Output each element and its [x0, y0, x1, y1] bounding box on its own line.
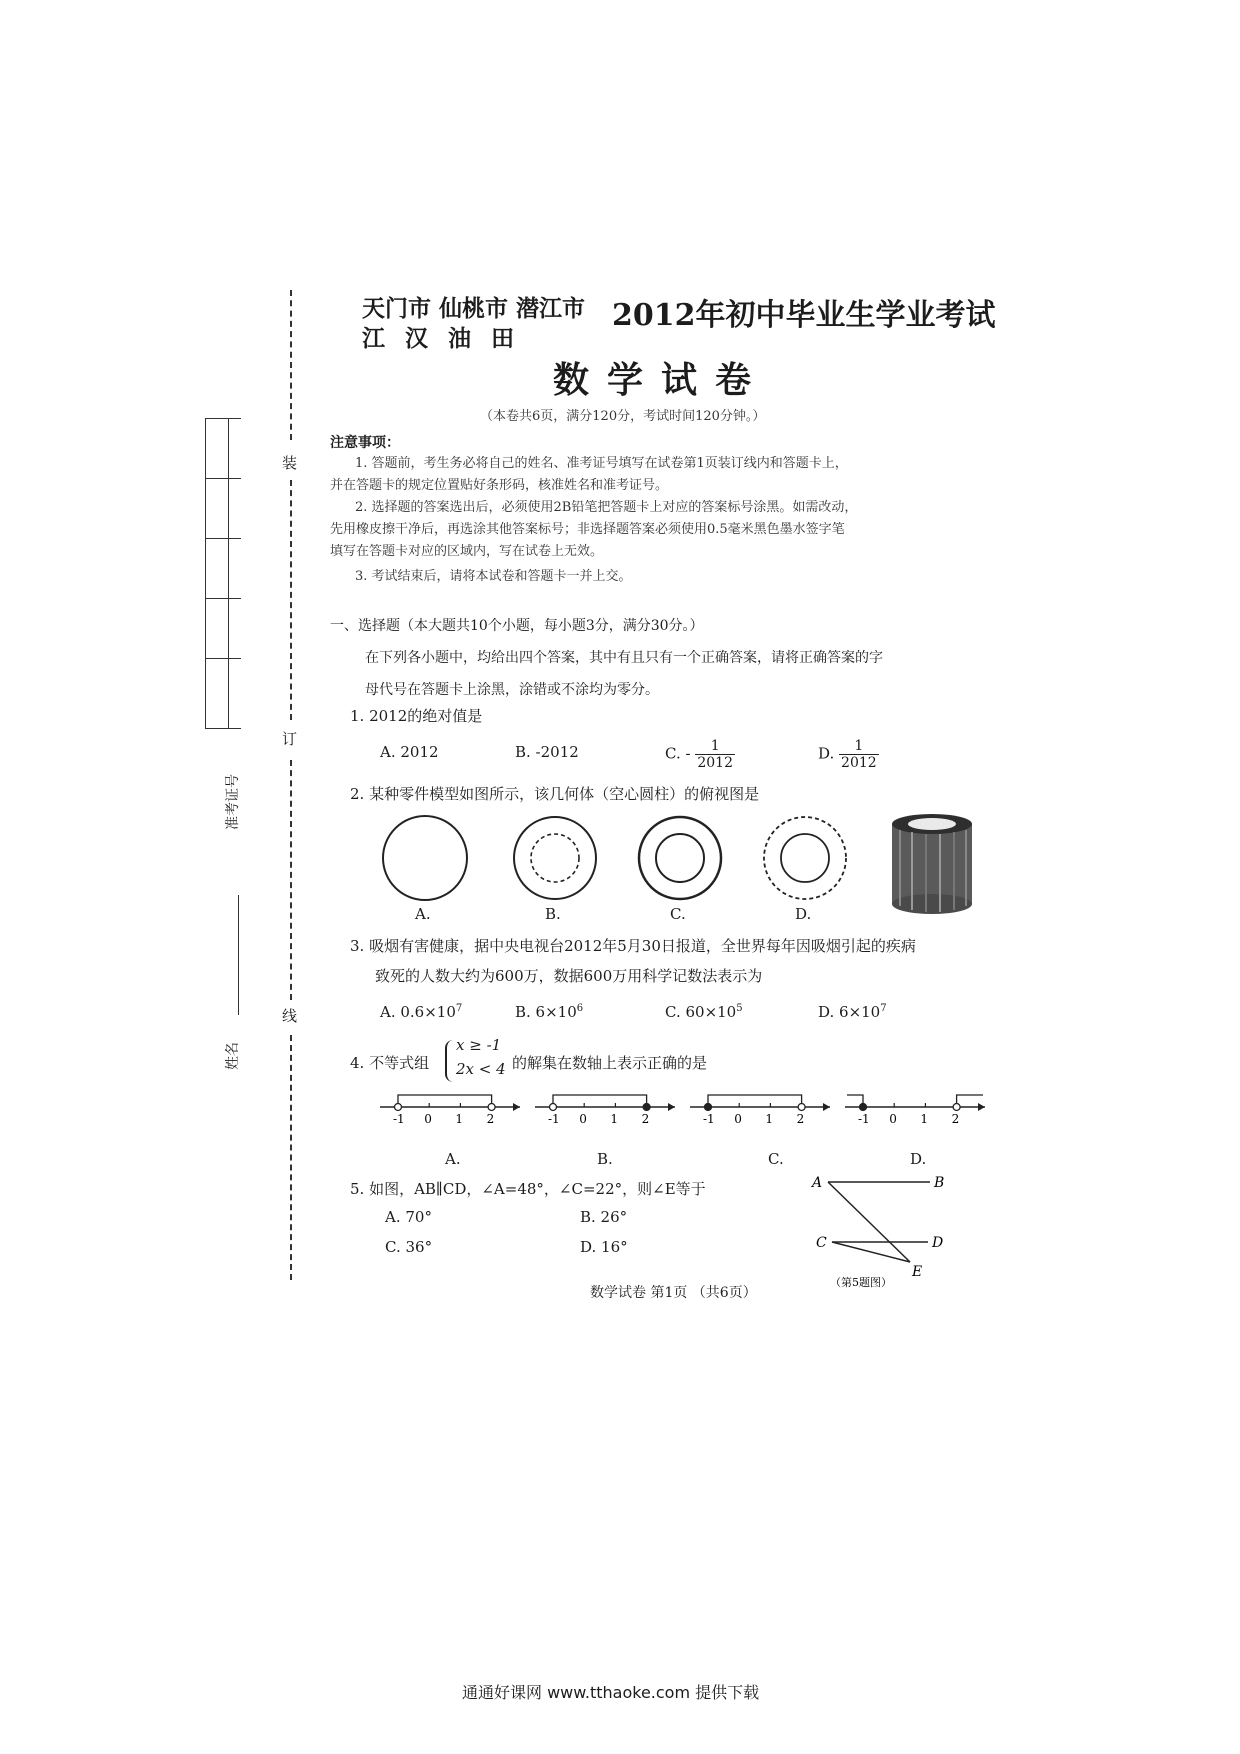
q4-axis-arrow	[668, 1103, 675, 1111]
point-label-c: C	[816, 1235, 827, 1251]
box-line	[205, 598, 241, 599]
q4-solution-range-c	[708, 1095, 802, 1107]
q4-tick-label: 0	[734, 1112, 742, 1126]
q4-stem-prefix: 4. 不等式组	[350, 1054, 430, 1072]
q2-option-a-label: A.	[415, 905, 431, 923]
note-line: 3. 考试结束后，请将本试卷和答题卡一并上交。	[355, 569, 632, 584]
q3-stem-line1: 3. 吸烟有害健康，据中央电视台2012年5月30日报道，全世界每年因吸烟引起的疾病	[350, 937, 916, 955]
box-line	[205, 658, 241, 659]
section-instruction: 在下列各小题中，均给出四个答案，其中有且只有一个正确答案，请将正确答案的字	[365, 650, 883, 666]
fraction-denominator: 2012	[841, 755, 877, 771]
q4-axis-arrow	[978, 1103, 985, 1111]
q2-stem: 2. 某种零件模型如图所示，该几何体（空心圆柱）的俯视图是	[350, 785, 760, 803]
note-line: 2. 选择题的答案选出后，必须使用2B铅笔把答题卡上对应的答案标号涂黑。如需改动，	[355, 500, 858, 515]
q4-tick-label: 1	[455, 1112, 464, 1126]
q3-option-a-text: A. 0.6×10	[380, 1003, 456, 1021]
box-line	[205, 728, 241, 729]
seal-char-xian: 线	[282, 1007, 298, 1025]
q3-option-b	[515, 1003, 583, 1021]
point-label-b: B	[934, 1175, 945, 1191]
point-label-a: A	[812, 1175, 823, 1191]
fraction-numerator: 1	[695, 738, 735, 755]
fraction-denominator: 2012	[697, 755, 733, 771]
candidate-number-box-edge	[228, 418, 229, 728]
q3-option-c-exponent: 5	[736, 1003, 743, 1014]
q1-option-c-fraction	[695, 738, 735, 771]
subject-title: 数学试卷	[553, 359, 770, 401]
q4-tick-label: 0	[889, 1112, 897, 1126]
q4-solution-range-b	[553, 1095, 647, 1107]
q4-option-b-label: B.	[597, 1150, 613, 1168]
q1-option-d	[818, 738, 879, 771]
candidate-number-label: 准考证号	[225, 774, 241, 830]
point-label-d: D	[932, 1235, 944, 1251]
q2-figure-b	[514, 817, 596, 899]
q4-number-lines	[380, 1085, 1020, 1135]
q4-option-d-label: D.	[910, 1150, 927, 1168]
download-credit: 通通好课网 www.tthaoke.com 提供下载	[462, 1683, 760, 1702]
note-line: 填写在答题卡对应的区域内，写在试卷上无效。	[330, 544, 604, 559]
q1-option-a: A. 2012	[380, 743, 439, 761]
q4-tick-label: 1	[765, 1112, 774, 1126]
q3-option-c	[665, 1003, 743, 1021]
box-line	[205, 418, 241, 419]
note-line: 1. 答题前，考生务必将自己的姓名、准考证号填写在试卷第1页装订线内和答题卡上，	[355, 456, 848, 471]
section-instruction: 母代号在答题卡上涂黑，涂错或不涂均为零分。	[365, 682, 659, 698]
cities-line-1: 天门市 仙桃市 潜江市	[362, 295, 586, 322]
cities-line-2: 江 汉 油 田	[362, 325, 521, 352]
note-line: 并在答题卡的规定位置贴好条形码，核准姓名和准考证号。	[330, 478, 669, 493]
q4-tick-label: 2	[641, 1112, 650, 1126]
section-title: 一、选择题（本大题共10个小题，每小题3分，满分30分。）	[330, 618, 704, 634]
q4-option-a-label: A.	[445, 1150, 461, 1168]
q4-axis-arrow	[823, 1103, 830, 1111]
q4-endpoint-right-a	[488, 1104, 495, 1111]
q4-brace	[445, 1040, 455, 1082]
q4-endpoint-left-d	[860, 1104, 867, 1111]
q2-figure-d	[764, 817, 846, 899]
binding-dashed-line	[290, 290, 292, 440]
paper-info: （本卷共6页，满分120分，考试时间120分钟。）	[480, 409, 766, 424]
q5-figure	[810, 1172, 970, 1292]
q4-endpoint-right-c	[798, 1104, 805, 1111]
page-footer: 数学试卷 第1页 （共6页）	[590, 1285, 757, 1301]
q1-option-c-sign: -	[685, 744, 691, 763]
q4-endpoint-left-c	[705, 1104, 712, 1111]
q4-tick-label: -1	[703, 1112, 715, 1126]
point-label-e: E	[912, 1264, 923, 1280]
q4-inequality-2: 2x < 4	[456, 1060, 506, 1078]
q3-option-d	[818, 1003, 887, 1021]
q4-endpoint-right-d	[953, 1104, 960, 1111]
q2-figures	[380, 810, 1020, 925]
q1-option-c-label: C.	[665, 744, 681, 763]
q4-inequality-1: x ≥ -1	[456, 1036, 502, 1054]
q4-endpoint-right-b	[643, 1104, 650, 1111]
q4-tick-label: -1	[548, 1112, 560, 1126]
q1-option-d-fraction	[839, 738, 879, 771]
q5-stem: 5. 如图，AB∥CD，∠A=48°，∠C=22°，则∠E等于	[350, 1180, 706, 1198]
box-line	[205, 478, 241, 479]
q2-figure-a	[383, 816, 467, 900]
line-ae	[828, 1182, 910, 1262]
q2-option-d-label: D.	[795, 905, 812, 923]
q2-option-c-label: C.	[670, 905, 686, 923]
seal-char-ding: 订	[282, 730, 298, 748]
candidate-number-box-edge	[205, 418, 206, 728]
q5-option-c: C. 36°	[385, 1238, 433, 1256]
seal-char-zhuang: 装	[282, 454, 298, 472]
q4-tick-label: -1	[393, 1112, 405, 1126]
q4-solution-range-a	[398, 1095, 492, 1107]
q3-option-c-text: C. 60×10	[665, 1003, 737, 1021]
q5-option-a: A. 70°	[385, 1208, 432, 1226]
q1-option-c	[665, 738, 735, 771]
q1-option-b: B. -2012	[515, 743, 579, 761]
q2-figure-c	[639, 817, 721, 899]
binding-dashed-line	[290, 1035, 292, 1280]
q4-endpoint-left-a	[395, 1104, 402, 1111]
q3-option-b-text: B. 6×10	[515, 1003, 577, 1021]
q4-tick-label: 2	[796, 1112, 805, 1126]
binding-dashed-line	[290, 480, 292, 720]
q4-option-c-label: C.	[768, 1150, 784, 1168]
q4-tick-label: 1	[610, 1112, 619, 1126]
q3-stem-line2: 致死的人数大约为600万，数据600万用科学记数法表示为	[375, 967, 763, 985]
box-line	[205, 538, 241, 539]
q3-option-b-exponent: 6	[576, 1003, 584, 1014]
note-line: 先用橡皮擦干净后，再选涂其他答案标号；非选择题答案必须使用0.5毫米黑色墨水签字笔	[330, 522, 845, 537]
q1-option-d-label: D.	[818, 744, 835, 763]
exam-title: 2012年初中毕业生学业考试	[612, 298, 996, 333]
q3-option-d-text: D. 6×10	[818, 1003, 881, 1021]
name-label: 姓名	[225, 1042, 241, 1070]
q4-tick-label: 0	[424, 1112, 432, 1126]
q4-axis-arrow	[513, 1103, 520, 1111]
q4-tick-label: 1	[920, 1112, 929, 1126]
q4-stem-suffix: 的解集在数轴上表示正确的是	[512, 1054, 708, 1072]
line-ce	[832, 1242, 910, 1262]
notes-heading: 注意事项：	[330, 435, 400, 451]
q5-option-d: D. 16°	[580, 1238, 628, 1256]
name-field-line[interactable]	[238, 895, 239, 1015]
q3-option-d-exponent: 7	[880, 1003, 887, 1014]
q4-tick-label: 2	[486, 1112, 495, 1126]
q3-option-a-exponent: 7	[455, 1003, 463, 1014]
q2-option-b-label: B.	[545, 905, 561, 923]
q4-tick-label: 0	[579, 1112, 587, 1126]
fraction-numerator: 1	[839, 738, 879, 755]
q5-figure-caption: （第5题图）	[830, 1276, 892, 1289]
q4-tick-label: 2	[951, 1112, 960, 1126]
q5-option-b: B. 26°	[580, 1208, 628, 1226]
q1-stem: 1. 2012的绝对值是	[350, 707, 483, 725]
q4-tick-label: -1	[858, 1112, 870, 1126]
q2-cylinder-model	[892, 814, 972, 914]
binding-dashed-line	[290, 760, 292, 1000]
q4-endpoint-left-b	[550, 1104, 557, 1111]
q3-option-a	[380, 1003, 462, 1021]
